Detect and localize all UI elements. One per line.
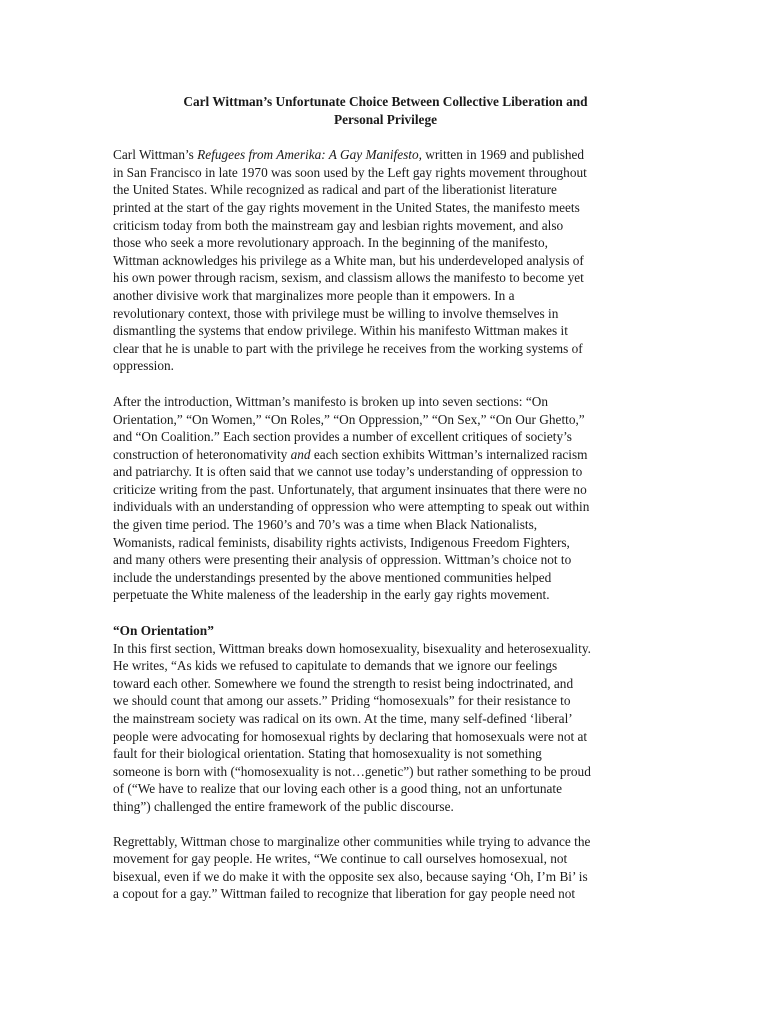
intro-text: written in 1969 and published: [421, 147, 585, 163]
intro-line: Wittman acknowledges his privilege as a White man, but his underdeveloped analysis of: [113, 252, 584, 268]
sections-text: each section exhibits Wittman’s internalized racism: [310, 446, 588, 462]
regret-line: movement for gay people. He writes, “We continue to call ourselves homosexual, not: [113, 851, 568, 867]
orientation-section: [113, 622, 658, 816]
sections-line: and many others were presenting their analysis of oppression. Wittman’s choice not to: [113, 552, 572, 568]
document-page: [113, 93, 658, 903]
intro-paragraph: [113, 146, 658, 375]
title-line-2: Personal Privilege: [333, 111, 438, 127]
orientation-line: the mainstream society was radical on its own. At the time, many self-defined ‘liberal’: [113, 711, 573, 726]
intro-line: criticism today from both the mainstream gay and lesbian rights movement, and also: [113, 217, 564, 233]
intro-line: the United States. While recognized as radical and part of the liberationist literature: [113, 182, 557, 198]
intro-line: printed at the start of the gay rights movement in the United States, the manifesto meets: [113, 199, 580, 215]
sections-line: include the understandings presented by the above mentioned communities helped: [113, 569, 552, 585]
sections-line: Orientation,” “On Women,” “On Roles,” “On Oppression,” “On Sex,” “On Our Ghetto,”: [113, 411, 585, 427]
intro-line: [113, 146, 658, 164]
title-line-1: Carl Wittman’s Unfortunate Choice Between Collective Liberation and: [183, 94, 588, 109]
sections-line: criticize writing from the past. Unfortunately, that argument insinuates that there were no: [113, 481, 587, 497]
sections-line: and “On Coalition.” Each section provides a number of excellent critiques of society’s: [113, 429, 572, 445]
orientation-line: toward each other. Somewhere we found the strength to resist being indoctrinated, and: [113, 675, 574, 691]
sections-line: After the introduction, Wittman’s manifesto is broken up into seven sections: “On: [113, 393, 548, 409]
regret-paragraph: [113, 833, 658, 903]
sections-line: individuals with an understanding of oppression who were attempting to speak out within: [113, 499, 590, 515]
orientation-line: of (“We have to realize that our loving each other is a good thing, not an unfortunate: [113, 781, 563, 797]
intro-line: clear that he is unable to part with the privilege he receives from the working systems of: [113, 340, 583, 356]
sections-text: construction of heteronomativity: [113, 446, 291, 462]
intro-line: oppression.: [113, 358, 174, 374]
sections-line: Womanists, radical feminists, disability rights activists, Indigenous Freedom Fighters,: [113, 534, 570, 550]
sections-line: perpetuate the White maleness of the leadership in the early gay rights movement.: [113, 587, 550, 603]
orientation-line: fault for their biological orientation. Stating that homosexuality is not something: [113, 746, 542, 762]
intro-line: dismantling the systems that endow privilege. Within his manifesto Wittman makes it: [113, 323, 568, 339]
orientation-line: thing”) challenged the entire framework of the public discourse.: [113, 798, 454, 814]
regret-line: bisexual, even if we do make it with the opposite sex also, because saying ‘Oh, I’m Bi’ is: [113, 868, 588, 884]
orientation-line: someone is born with (“homosexuality is not…genetic”) but rather something to be proud: [113, 763, 591, 779]
orientation-line: we should count that among our assets.” Priding “homosexuals” for their resistance to: [113, 693, 571, 709]
section-heading: “On Orientation”: [113, 623, 214, 639]
orientation-line: people were advocating for homosexual rights by declaring that homosexuals were not at: [113, 728, 588, 744]
document-title: [113, 93, 658, 128]
intro-text: Carl Wittman’s: [113, 147, 198, 163]
intro-line: revolutionary context, those with privilege must be willing to involve themselves in: [113, 305, 559, 321]
manifesto-title: Refugees from Amerika: A Gay Manifesto,: [197, 147, 422, 163]
emphasis-text: and: [290, 446, 311, 462]
intro-line: in San Francisco in late 1970 was soon used by the Left gay rights movement throughout: [113, 164, 587, 180]
orientation-line: He writes, “As kids we refused to capitulate to demands that we ignore our feelings: [113, 658, 558, 674]
sections-line: [113, 446, 658, 464]
intro-line: another divisive work that marginalizes more people than it empowers. In a: [113, 287, 515, 303]
sections-line: and patriarchy. It is often said that we cannot use today’s understanding of oppression to: [113, 464, 583, 480]
sections-paragraph: [113, 393, 658, 604]
regret-line: a copout for a gay.” Wittman failed to recognize that liberation for gay people need not: [113, 886, 576, 902]
sections-line: the given time period. The 1960’s and 70’s was a time when Black Nationalists,: [113, 517, 538, 533]
orientation-line: In this first section, Wittman breaks down homosexuality, bisexuality and heterosexuality.: [113, 640, 591, 656]
regret-line: Regrettably, Wittman chose to marginalize other communities while trying to advance the: [113, 833, 591, 849]
intro-line: his own power through racism, sexism, and classism allows the manifesto to become yet: [113, 270, 584, 286]
intro-line: those who seek a more revolutionary approach. In the beginning of the manifesto,: [113, 235, 548, 251]
